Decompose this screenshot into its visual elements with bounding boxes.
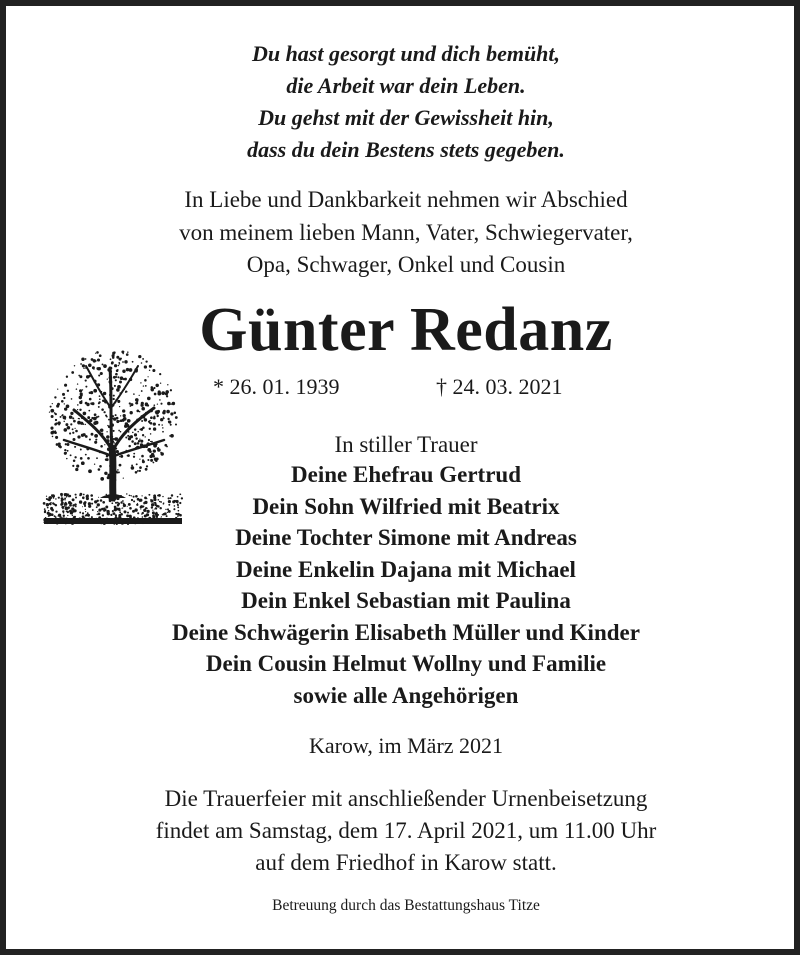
death-date: † 24. 03. 2021 bbox=[436, 374, 563, 399]
place-and-date: Karow, im März 2021 bbox=[308, 733, 504, 758]
poem-line: Du hast gesorgt und dich bemüht, bbox=[251, 41, 561, 66]
birth-date: * 26. 01. 1939 bbox=[213, 374, 340, 399]
mourner-line: Dein Cousin Helmut Wollny und Familie bbox=[205, 651, 607, 676]
intro-line: Opa, Schwager, Onkel und Cousin bbox=[246, 252, 566, 277]
ceremony-line: findet am Samstag, dem 17. April 2021, um 11.00 Uhr bbox=[155, 818, 657, 843]
mourner-line: Dein Sohn Wilfried mit Beatrix bbox=[252, 493, 560, 519]
poem-line: Du gehst mit der Gewissheit hin, bbox=[258, 105, 554, 130]
poem-line: dass du dein Bestens stets gegeben. bbox=[247, 137, 565, 162]
mourner-line: sowie alle Angehörigen bbox=[293, 682, 519, 708]
mourners-list bbox=[6, 459, 800, 711]
intro-line: von meinem lieben Mann, Vater, Schwiegervater, bbox=[179, 219, 633, 245]
ceremony-line: auf dem Friedhof in Karow statt. bbox=[255, 850, 557, 875]
ceremony-details bbox=[6, 783, 800, 879]
deceased-name: Günter Redanz bbox=[199, 296, 613, 364]
mourner-line: Deine Enkelin Dajana mit Michael bbox=[236, 556, 576, 582]
intro-line: In Liebe und Dankbarkeit nehmen wir Abschied bbox=[184, 187, 628, 212]
poem-line: die Arbeit war dein Leben. bbox=[286, 73, 526, 98]
ceremony-line: Die Trauerfeier mit anschließender Urnenbeisetzung bbox=[164, 786, 648, 811]
mourner-line: Deine Tochter Simone mit Andreas bbox=[235, 525, 577, 550]
poem-verse bbox=[6, 38, 800, 166]
funeral-home-credit: Betreuung durch das Bestattungshaus Titze bbox=[272, 897, 540, 914]
mourner-line: Deine Ehefrau Gertrud bbox=[291, 462, 521, 487]
mourner-line: Deine Schwägerin Elisabeth Müller und Kinder bbox=[172, 619, 640, 645]
mourning-intro: In stiller Trauer bbox=[334, 432, 478, 457]
farewell-intro bbox=[6, 184, 800, 282]
mourner-line: Dein Enkel Sebastian mit Paulina bbox=[241, 588, 571, 613]
